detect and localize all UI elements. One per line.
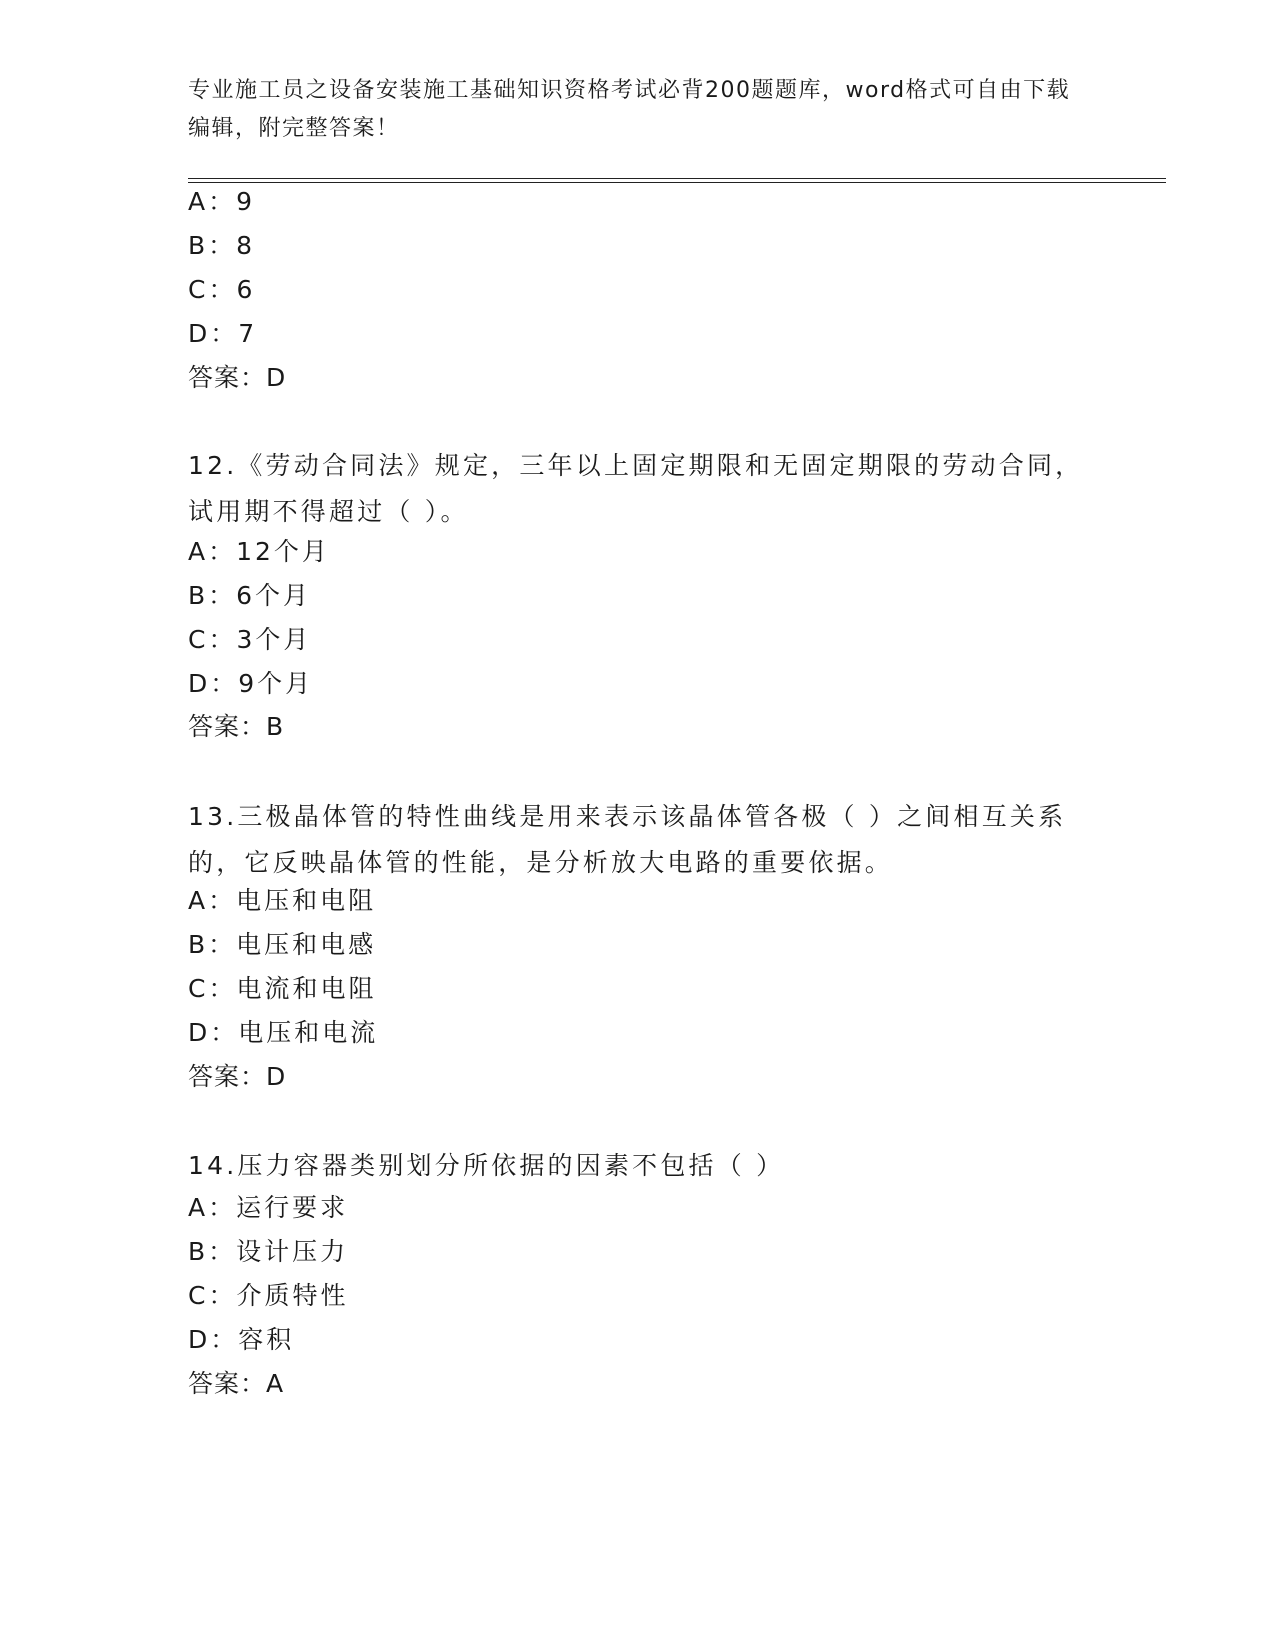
document-header: 专业施工员之设备安装施工基础知识资格考试必背200题题库，word格式可自由下载编辑，附完整答案！: [188, 78, 1071, 141]
q12-option-a: A：12个月: [188, 537, 330, 566]
q13-option-b: B：电压和电感: [188, 930, 377, 959]
q13-option-a: A：电压和电阻: [188, 886, 377, 915]
q13-option-c: C：电流和电阻: [188, 974, 377, 1003]
header-divider: [188, 178, 1166, 183]
q13-stem: 13.三极晶体管的特性曲线是用来表示该晶体管各极（ ）之间相互关系的，它反映晶体管的性能，是分析放大电路的重要依据。: [188, 802, 1067, 877]
q11-option-b: B：8: [188, 231, 256, 260]
q11-option-c: C：6: [188, 275, 256, 304]
q14-option-b: B：设计压力: [188, 1237, 349, 1266]
q12-option-d: D：9个月: [188, 669, 314, 698]
q14-option-c: C：介质特性: [188, 1281, 349, 1310]
q14-stem: 14.压力容器类别划分所依据的因素不包括（ ）: [188, 1151, 785, 1180]
q13-answer: 答案：D: [188, 1062, 287, 1091]
q11-answer: 答案：D: [188, 363, 287, 392]
q13-option-d: D：电压和电流: [188, 1018, 379, 1047]
q12-stem: 12.《劳动合同法》规定，三年以上固定期限和无固定期限的劳动合同，试用期不得超过（ ）。: [188, 451, 1084, 526]
q14-option-a: A：运行要求: [188, 1193, 349, 1222]
q12-answer: 答案：B: [188, 712, 285, 741]
q12-option-c: C：3个月: [188, 625, 312, 654]
q12-option-b: B：6个月: [188, 581, 312, 610]
q14-option-d: D：容积: [188, 1325, 295, 1354]
q11-option-a: A：9: [188, 187, 256, 216]
q14-answer: 答案：A: [188, 1369, 285, 1398]
q11-option-d: D：7: [188, 319, 258, 348]
